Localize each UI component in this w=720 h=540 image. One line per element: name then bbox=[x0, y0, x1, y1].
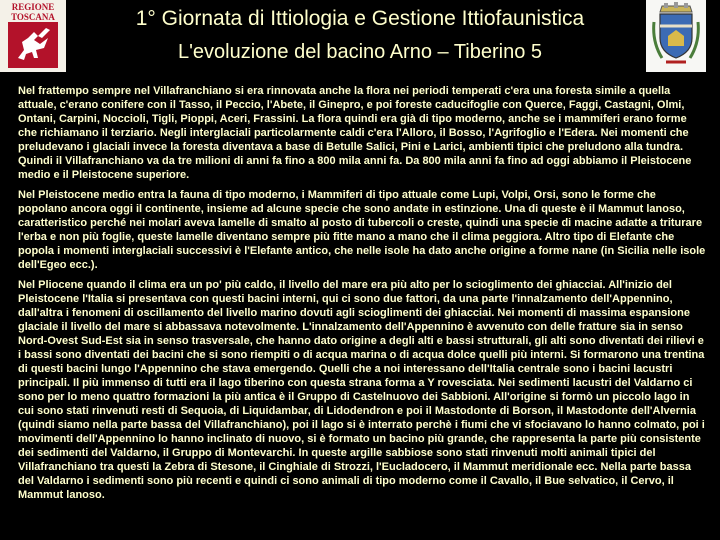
coat-of-arms-icon bbox=[652, 2, 700, 68]
logo-line-2: TOSCANA bbox=[11, 12, 55, 22]
logo-line-1: REGIONE bbox=[11, 2, 55, 12]
regione-toscana-logo bbox=[0, 0, 66, 72]
page-title: 1° Giornata di Ittiologia e Gestione Ittiofaunistica bbox=[135, 7, 585, 30]
body-text bbox=[18, 84, 708, 508]
paragraph-pleistocene-medio: Nel Pleistocene medio entra la fauna di tipo moderno, i Mammiferi di tipo attuale come Lupi, Volpi, Orsi, sono le forme che popolano ancora oggi il continente, insieme ad alcune specie che sono andate in estinzione. Una di queste è il Mammut lanoso, caratteristico perché nei molari aveva lamelle di smalto al posto di tubercoli o creste, quindi una specie di macine adatte a triturare l'erba e non più foglie, queste lamelle diventano sempre più fitte mano a mano che il clima peggiora. Altro tipo di Elefante che popola i momenti interglaciali successivi è l'Elefante antico, che nelle isole ha dato anche origine a forme nane (in Sicilia nelle isole dell'Egeo ecc.). bbox=[18, 189, 706, 271]
logo-text bbox=[0, 2, 66, 22]
coat-of-arms-logo bbox=[646, 0, 706, 72]
pegasus-icon bbox=[8, 22, 58, 68]
paragraph-flora: Nel frattempo sempre nel Villafranchiano si era rinnovata anche la flora nei periodi temperati c'era una foresta simile a quella attuale, c'erano conifere con il Tasso, il Peccio, l'Abete, il Ginepro, e poi foreste caducifoglie con Querce, Faggi, Castagni, Olmi, Ontani, Carpini, Noccioli, Tigli, Pioppi, Aceri, Frassini. La flora quindi era già di tipo moderno, anche se i mammiferi erano forme che richiamano il terziario. Negli interglaciali particolarmente caldi c'era l'Alloro, il Bosso, l'Agrifoglio e l'Edera. Nei momenti che preludevano i glaciali invece la foresta diventava a base di Betulle Salici, Pini e Larici, ambienti tipici che preludono alla tundra. Quindi il Villafranchiano va da tre milioni di anni fa fino a 800 mila anni fa. Da 800 mila anni fa fino ad oggi abbiamo il Pleistocene medio e il Pleistocene superiore. bbox=[18, 85, 692, 181]
paragraph-pliocene: Nel Pliocene quando il clima era un po' più caldo, il livello del mare era più alto per lo scioglimento dei ghiacciai. All'inizio del Pleistocene l'Italia si presentava con questi bacini interni, qui ci sono due fattori, da una parte l'innalzamento dell'Appennino, dall'altra i fenomeni di oscillamento del livello marino dovuti agli scioglimenti dei ghiacciai. Nei momenti di massima espansione glaciale il livello del mare si abbassava notevolmente. L'innalzamento dell'Appennino è avvenuto con delle fratture sia in senso Nord-Ovest Sud-Est sia in senso trasversale, che hanno dato origine a degli alti e bassi strutturali, gli alti sono diventati dei rilievi e i bassi sono diventati dei bacini che si sono riempiti o di acqua marina o di acqua dolce quelli più interni. Si formarono una trentina di questi bacini lungo l'Appennino che stava emergendo. Quelli che a noi interessano dell'Italia centrale sono i bacini lacustri principali. Il più immenso di tutti era il lago tiberino con questa strana forma a Y rovesciata. Nei sedimenti lacustri del Valdarno ci sono per lo meno quattro formazioni la più antica è il Gruppo di Castelnuovo dei Sabbioni. All'origine si formò un piccolo lago in cui sono stati rinvenuti resti di Sequoia, di Liquidambar, di Lidodendron e poi il Mastodonte di Borson, il Mastodonte dell'Alvernia (quindi siamo nella parte bassa del Villafranchiano), poi il lago si è interrato perchè i fiumi che vi sfociavano lo hanno colmato, poi i movimenti dell'Appennino lo hanno inclinato di nuovo, si è formato un bacino più grande, che rappresenta la parte più consistente dei sedimenti del Valdarno, il Gruppo di Montevarchi. In queste argille sabbiose sono stati rinvenuti molti animali tipici del Villafranchiano tra questi la Zebra di Stesone, il Cinghiale di Strozzi, l'Eucladocero, il Mammut meridionale ecc. Nella parte bassa del Valdarno i sedimenti sono più recenti e quindi ci sono animali di tipo moderno come il Cavallo, il Bue selvatico, il Cervo, il Mammut lanoso. bbox=[18, 279, 705, 501]
page-subtitle: L'evoluzione del bacino Arno – Tiberino 5 bbox=[177, 41, 543, 63]
